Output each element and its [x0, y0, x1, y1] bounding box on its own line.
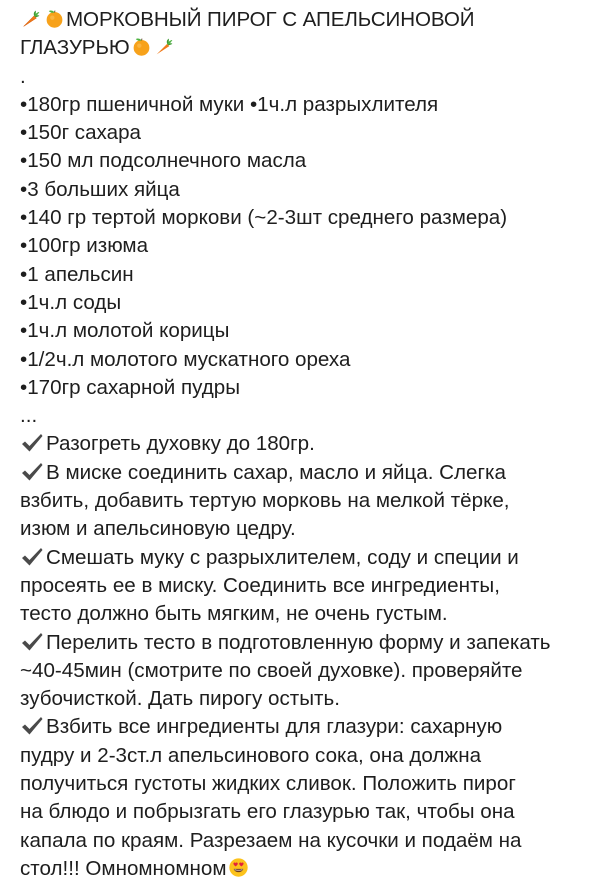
step-text: Разогреть духовку до 180гр. [46, 432, 315, 456]
step-text: В миске соединить сахар, масло и яйца. Слегка [46, 460, 506, 484]
step-line [20, 430, 592, 458]
ingredient-item: •1/2ч.л молотого мускатного ореха [20, 347, 351, 371]
check-mark-icon [20, 546, 44, 568]
carrot-icon [154, 36, 175, 57]
title-line-2 [20, 34, 592, 62]
check-mark-icon [20, 461, 44, 483]
step-item [20, 629, 592, 714]
step-text: Взбить все ингредиенты для глазури: сахарную [46, 715, 503, 739]
ingredient-list [20, 91, 592, 402]
check-mark-icon [20, 631, 44, 653]
ingredient-item: •140 гр тертой моркови (~2-3шт среднего размера) [20, 206, 508, 230]
title-text-2: ГЛАЗУРЬЮ [20, 36, 130, 60]
ingredient-item: •1ч.л соды [20, 290, 122, 314]
title-line-1 [20, 6, 592, 34]
ingredient-item: •180гр пшеничной муки •1ч.л разрыхлителя [20, 92, 439, 116]
ingredient-item: •100гр изюма [20, 234, 149, 258]
step-line: тесто должно быть мягким, не очень густым. [20, 602, 448, 626]
step-line: просеять ее в миску. Соединить все ингредиенты, [20, 573, 500, 597]
orange-icon [131, 36, 152, 57]
steps-list [20, 430, 592, 883]
ingredient-item: •1ч.л молотой корицы [20, 319, 230, 343]
separator-dot: . [20, 64, 26, 88]
check-mark-icon [20, 432, 44, 454]
step-line: взбить, добавить тертую морковь на мелкой тёрке, [20, 489, 510, 513]
step-line [20, 713, 592, 741]
step-line [20, 544, 592, 572]
step-text: стол!!! Омномномном [20, 856, 227, 880]
step-text: Перелить тесто в подготовленную форму и запекать [46, 630, 551, 654]
ingredient-item: •1 апельсин [20, 262, 134, 286]
step-item [20, 713, 592, 883]
ingredient-item: •170гр сахарной пудры [20, 375, 241, 399]
ingredient-item: •150г сахара [20, 121, 141, 145]
step-line: на блюдо и побрызгать его глазурью так, чтобы она [20, 800, 515, 824]
title-text-1: МОРКОВНЫЙ ПИРОГ С АПЕЛЬСИНОВОЙ [66, 8, 475, 31]
step-item [20, 430, 592, 458]
step-line: ~40-45мин (смотрите по своей духовке). проверяйте [20, 658, 523, 682]
carrot-icon [21, 8, 42, 29]
ellipsis-separator: ... [20, 404, 38, 428]
check-mark-icon [20, 715, 44, 737]
step-line: зубочисткой. Дать пирогу остыть. [20, 687, 340, 711]
ingredient-item: •150 мл подсолнечного масла [20, 149, 307, 173]
step-text: Смешать муку с разрыхлителем, соду и специи и [46, 545, 519, 569]
step-item [20, 459, 592, 544]
step-line [20, 459, 592, 487]
heart-eyes-icon [228, 857, 249, 878]
step-line [20, 629, 592, 657]
orange-icon [44, 8, 65, 29]
step-item [20, 544, 592, 629]
step-line: капала по краям. Разрезаем на кусочки и подаём на [20, 828, 522, 852]
step-line [20, 855, 592, 883]
step-line: изюм и апельсиновую цедру. [20, 517, 296, 541]
ingredient-item: •3 больших яйца [20, 177, 180, 201]
step-line: пудру и 2-3ст.л апельсинового сока, она должна [20, 743, 482, 767]
step-line: получиться густоты жидких сливок. Положить пирог [20, 772, 516, 796]
